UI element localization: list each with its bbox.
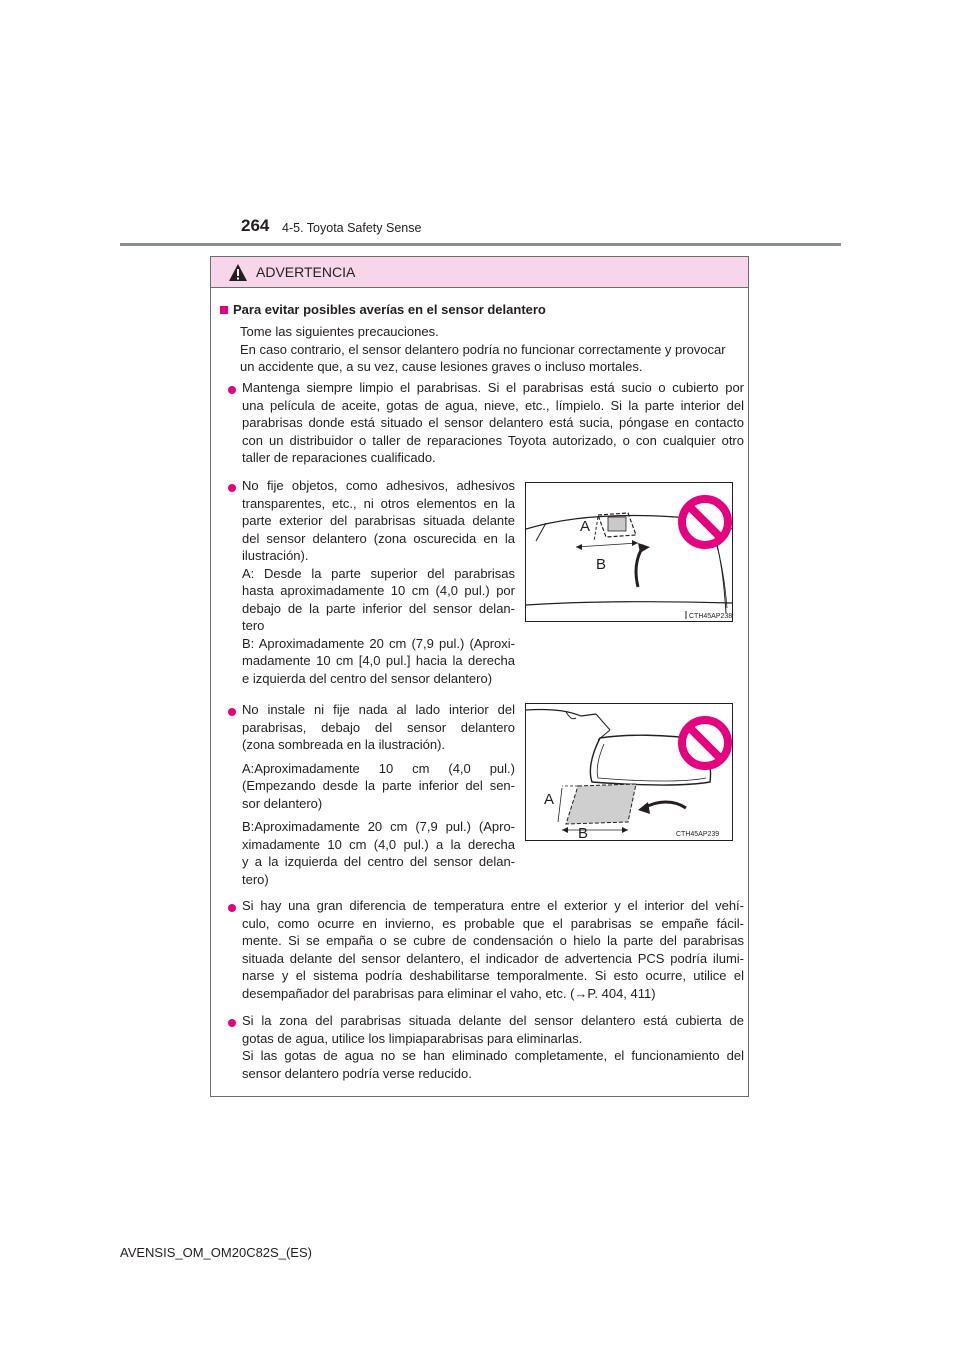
warning-heading (220, 301, 546, 319)
bullet-dot-icon (228, 386, 236, 394)
bullet-no-exterior-objects (242, 477, 515, 687)
bullet-line: madamente 10 cm [4,0 pul.] hacia la derecha (242, 653, 515, 668)
bullet-dot-icon (228, 708, 236, 716)
bullet-line: hasta aproximadamente 10 cm (4,0 pul.) por (242, 583, 515, 598)
figure2-code: CTH45AP239 (676, 831, 720, 838)
bullet-line: transparentes, etc., ni otros elementos en la (242, 495, 515, 511)
bullet-line: parabrisas donde está situado el sensor delantero está sucia, póngase en contacto (242, 415, 744, 430)
header-rule (120, 243, 841, 246)
bullet-line: parte exterior del parabrisas situada delante (242, 513, 515, 528)
figure1-label-b: B (596, 556, 607, 573)
bullet-line: A: Desde la parte superior del parabrisas (242, 565, 515, 581)
bullet-line: una película de aceite, gotas de agua, nieve, etc., límpielo. Si la parte interior del (242, 397, 744, 413)
warning-header (211, 257, 748, 288)
bullet-line: narse y el sistema podría deshabilitarse temporalmente. Si esto ocurre, utilice el (242, 968, 744, 983)
bullet-line: B:Aproximadamente 20 cm (7,9 pul.) (Apro- (242, 819, 515, 834)
windshield-interior-illustration (526, 704, 732, 840)
bullet-line: tero (242, 618, 265, 633)
bullet-line: (zona sombreada en la ilustración). (242, 737, 446, 752)
bullet-dot-icon (228, 904, 236, 912)
bullet-line: No fije objetos, como adhesivos, adhesivos (242, 478, 515, 493)
bullet-line: con un distribuidor o taller de reparaciones Toyota autorizado, o con cualquier otro (242, 432, 744, 448)
intro-line: En caso contrario, el sensor delantero podría no funcionar correctamente y provocar (240, 341, 726, 357)
bullet-line: tero) (242, 871, 269, 887)
warning-box (210, 256, 749, 1097)
bullet-line: Si las gotas de agua no se han eliminado completamente, el funcionamiento del (242, 1048, 744, 1063)
bullet-line: B: Aproximadamente 20 cm (7,9 pul.) (Aproxi- (242, 635, 515, 651)
intro-line: un accidente que, a su vez, cause lesiones graves o incluso mortales. (240, 359, 643, 374)
bullet-water-drops (242, 1012, 744, 1082)
section-title: 4-5. Toyota Safety Sense (282, 221, 422, 235)
bullet-line: ximadamente 10 cm (4,0 pul.) a la derecha (242, 836, 515, 852)
bullet-line: A:Aproximadamente 10 cm (4,0 pul.) (242, 760, 515, 776)
warning-triangle-icon (228, 263, 248, 282)
bullet-line: del sensor delantero (zona oscurecida en la (242, 530, 515, 546)
windshield-interior-figure (525, 703, 733, 841)
bullet-line: e izquierda del centro del sensor delantero) (242, 670, 493, 686)
windshield-exterior-illustration (526, 483, 732, 621)
figure2-label-a: A (544, 791, 555, 808)
bullet-temperature-fogging (242, 897, 744, 1002)
page-number: 264 (241, 216, 270, 235)
bullet-line: Si la zona del parabrisas situada delante del sensor delantero está cubierta de (242, 1013, 744, 1028)
prohibition-icon (682, 720, 728, 766)
bullet-line: y a la izquierda del centro del sensor delan- (242, 854, 515, 869)
intro-line: Tome las siguientes precauciones. (240, 324, 439, 339)
bullet-line: taller de reparaciones cualificado. (242, 450, 436, 465)
intro-paragraph (240, 323, 745, 376)
bullet-dot-icon (228, 484, 236, 492)
prohibition-icon (682, 499, 728, 545)
bullet-line: situada delante del sensor delantero, el indicador de advertencia PCS podría ilumi- (242, 950, 744, 966)
bullet-line: debajo de la parte inferior del sensor delan- (242, 600, 515, 616)
bullet-line: Si hay una gran diferencia de temperatura entre el exterior y el interior del vehí- (242, 898, 744, 913)
bullet-line: gotas de agua, utilice los limpiaparabrisas para eliminarlas. (242, 1030, 583, 1046)
figure1-label-a: A (580, 518, 591, 535)
bullet-line: (Empezando desde la parte inferior del sen- (242, 778, 515, 793)
bullet-dot-icon (228, 1019, 236, 1027)
figure2-label-b: B (578, 825, 589, 840)
document-code: AVENSIS_OM_OM20C82S_(ES) (120, 1245, 312, 1260)
bullet-line: culo, como ocurre en invierno, es probable que el parabrisas se empañe fácil- (242, 915, 744, 931)
bullet-line: Mantenga siempre limpio el parabrisas. Si el parabrisas está sucio o cubierto por (242, 380, 744, 395)
bullet-line: No instale ni fije nada al lado interior del (242, 702, 515, 717)
warning-heading-text: Para evitar posibles averías en el sensor delantero (233, 302, 546, 317)
bullet-line: desempañador del parabrisas para eliminar el vaho, etc. (→P. 404, 411) (242, 985, 656, 1001)
bullet-line: mente. Si se empaña o se cubre de condensación o hielo la parte del parabrisas (242, 933, 744, 948)
figure1-code: CTH45AP238 (689, 613, 732, 620)
bullet-keep-windshield-clean (242, 379, 744, 467)
heading-square-icon (220, 306, 228, 314)
bullet-line: parabrisas, debajo del sensor delantero (242, 719, 515, 735)
bullet-no-interior-objects (242, 701, 515, 888)
warning-title: ADVERTENCIA (256, 264, 356, 280)
bullet-line: sor delantero) (242, 795, 323, 811)
bullet-line: sensor delantero podría verse reducido. (242, 1065, 472, 1081)
windshield-exterior-figure (525, 482, 733, 622)
bullet-line: ilustración). (242, 548, 309, 563)
